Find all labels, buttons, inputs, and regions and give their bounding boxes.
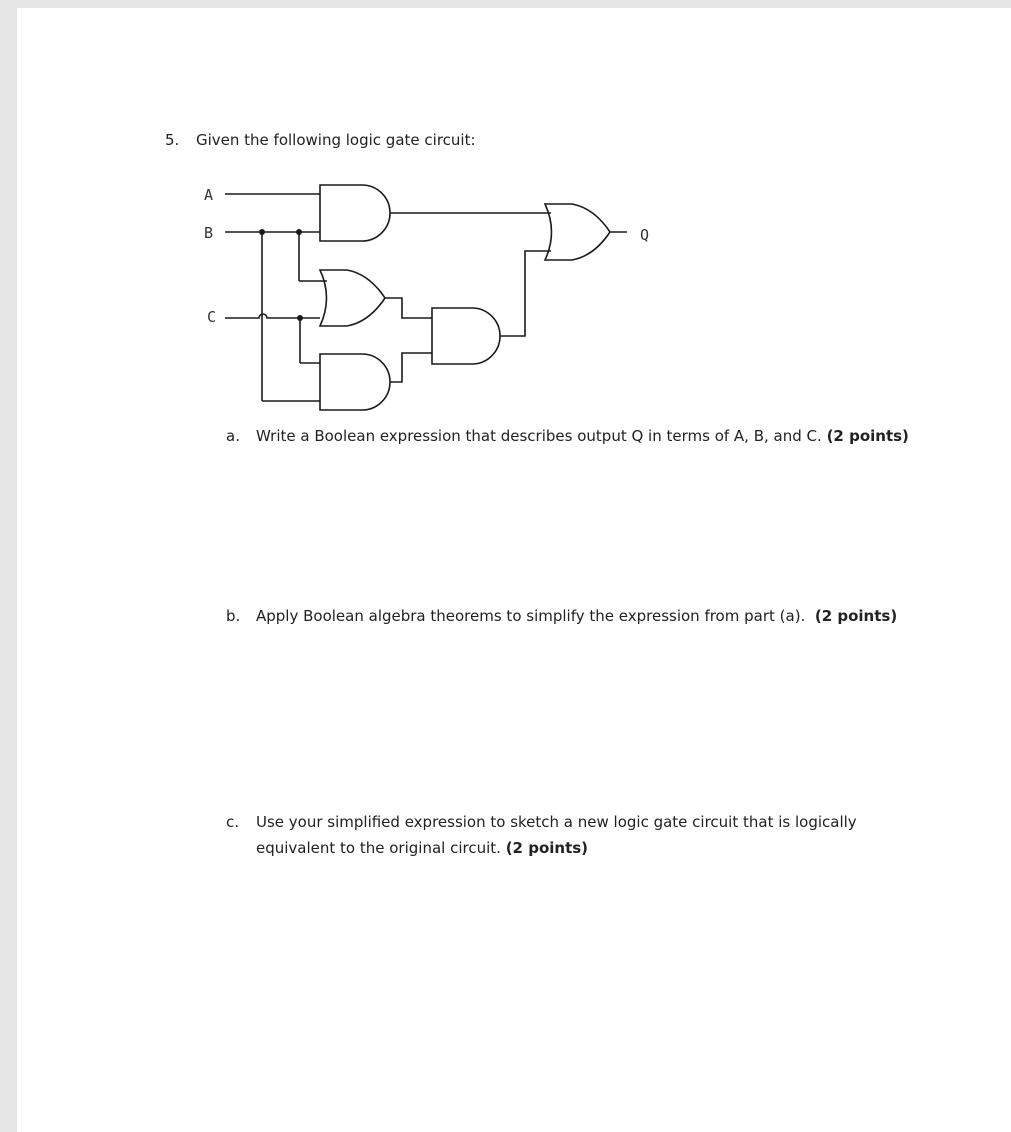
part-c-text-line1: Use your simplified expression to sketch a new logic gate circuit that is logically: [256, 813, 857, 831]
logic-circuit-diagram: [17, 8, 1011, 428]
or-gate-2: [545, 204, 610, 260]
document-page: [17, 8, 1011, 1132]
part-b-letter: b.: [226, 607, 241, 625]
junction-dot: [259, 229, 265, 235]
part-b-question: Apply Boolean algebra theorems to simplify the expression from part (a).: [256, 607, 806, 625]
part-a-question: Write a Boolean expression that describes output Q in terms of A, B, and C.: [256, 427, 822, 445]
part-c-question-end: equivalent to the original circuit.: [256, 839, 501, 857]
part-a-points: (2 points): [826, 427, 909, 445]
wire-c: [225, 314, 320, 318]
wire-and3-to-and2: [390, 353, 432, 382]
and-gate-3: [320, 354, 390, 410]
output-label-q: Q: [640, 226, 650, 244]
wire-and2-to-or2: [500, 251, 551, 336]
or-gate-1: [320, 270, 385, 326]
part-a-letter: a.: [226, 427, 240, 445]
part-c-text-line2: [256, 838, 588, 858]
part-a-text: [256, 426, 909, 446]
wire-or1-to-and2: [385, 298, 432, 318]
and-gate-1: [320, 185, 390, 241]
input-label-a: A: [204, 186, 214, 204]
part-c-letter: c.: [226, 813, 240, 831]
junction-dot: [297, 315, 303, 321]
input-label-c: C: [207, 308, 217, 326]
junction-dot: [296, 229, 302, 235]
input-label-b: B: [204, 224, 214, 242]
question-number: 5.: [165, 131, 180, 149]
part-b-text: [256, 606, 897, 626]
part-c-points: (2 points): [505, 839, 589, 857]
part-b-points: (2 points): [814, 607, 898, 625]
and-gate-2: [432, 308, 500, 364]
question-prompt: Given the following logic gate circuit:: [196, 131, 476, 149]
